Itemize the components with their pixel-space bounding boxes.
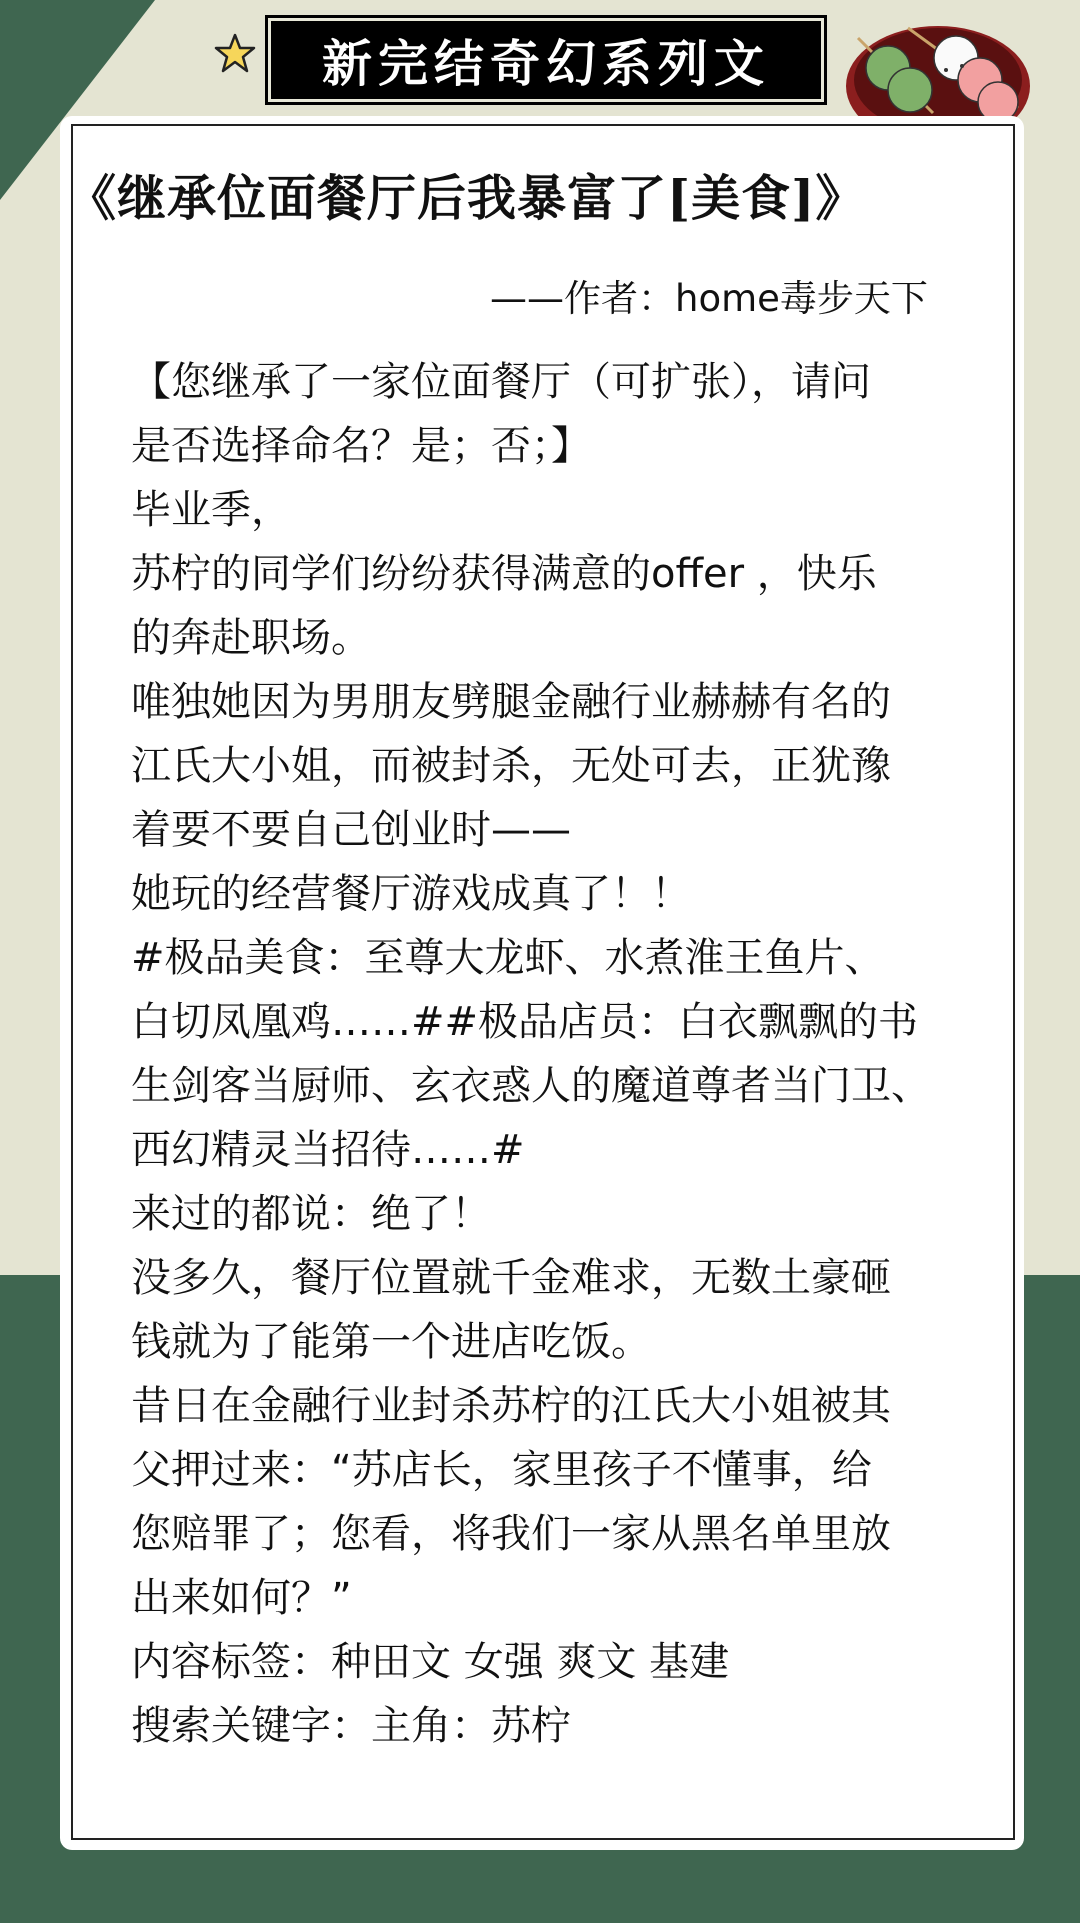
content-tags: 内容标签：种田文 女强 爽文 基建 [131,1639,730,1685]
synopsis-line: 白切凤凰鸡……##极品店员：白衣飘飘的书 [131,999,919,1045]
synopsis-line: 苏柠的同学们纷纷获得满意的offer ，快乐 [131,551,877,597]
book-title: 《继承位面餐厅后我暴富了[美食]》 [67,169,866,227]
synopsis-line: 她玩的经营餐厅游戏成真了！！ [131,871,691,917]
synopsis-line: 江氏大小姐，而被封杀，无处可去，正犹豫 [131,743,891,789]
synopsis-line: 父押过来：“苏店长，家里孩子不懂事，给 [131,1447,872,1493]
synopsis-line: 生剑客当厨师、玄衣惑人的魔道尊者当门卫、 [131,1063,931,1109]
book-author: ——作者：home毒步天下 [490,277,928,320]
synopsis-line: 没多久，餐厅位置就千金难求，无数土豪砸 [131,1255,891,1301]
synopsis-line: 毕业季， [131,487,291,533]
synopsis-line: 来过的都说：绝了！ [131,1191,491,1237]
synopsis-line: 钱就为了能第一个进店吃饭。 [131,1319,651,1365]
synopsis-line: 着要不要自己创业时—— [131,807,571,853]
synopsis-line: 唯独她因为男朋友劈腿金融行业赫赫有名的 [131,679,891,725]
star-icon [214,32,256,74]
synopsis-line: 您赔罪了；您看，将我们一家从黑名单里放 [131,1511,891,1557]
header-banner-title: 新完结奇幻系列文 [268,18,824,102]
synopsis-line: 【您继承了一家位面餐厅（可扩张），请问 [131,359,871,405]
search-keywords: 搜索关键字：主角：苏柠 [131,1703,571,1749]
synopsis-line: 的奔赴职场。 [131,615,371,661]
synopsis-line: 是否选择命名？是；否；】 [131,423,591,469]
synopsis-line: 出来如何？” [131,1575,352,1621]
book-synopsis [131,350,1011,1758]
synopsis-line: #极品美食：至尊大龙虾、水煮淮王鱼片、 [131,935,885,981]
synopsis-line: 西幻精灵当招待……# [131,1127,525,1173]
synopsis-line: 昔日在金融行业封杀苏柠的江氏大小姐被其 [131,1383,891,1429]
